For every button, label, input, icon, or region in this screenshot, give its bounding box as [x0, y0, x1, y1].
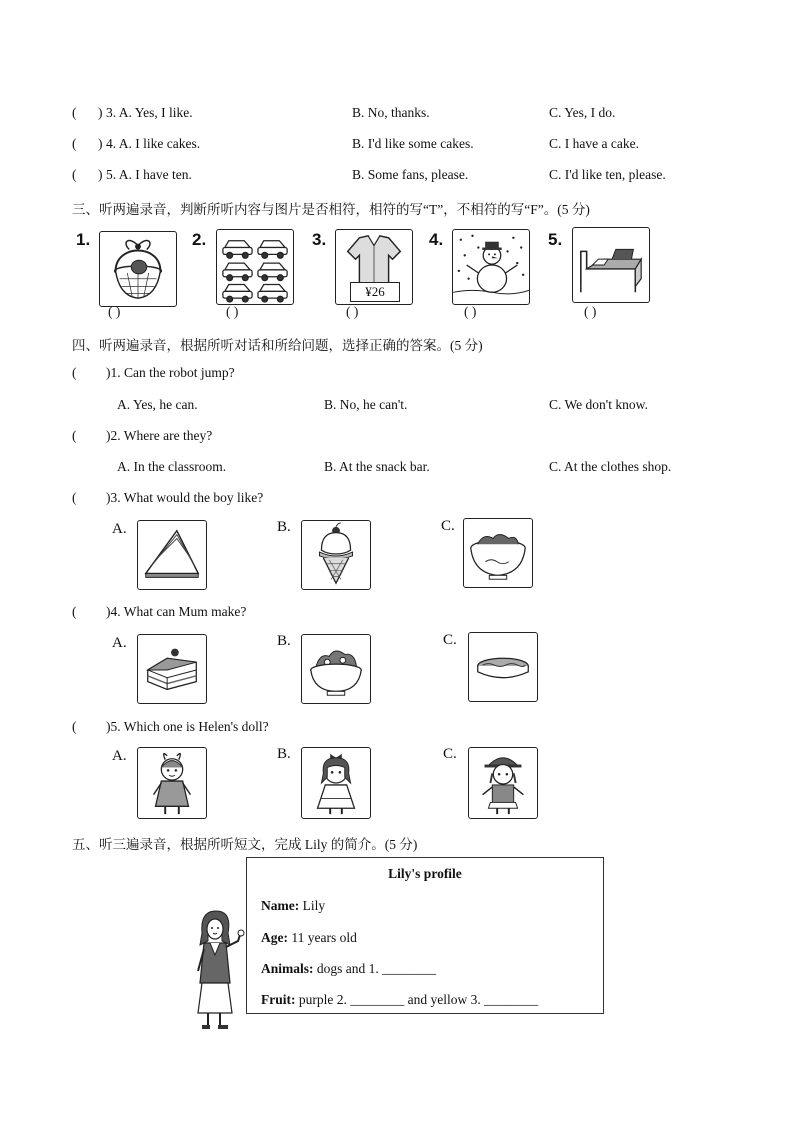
- sandwich-option[interactable]: [137, 520, 207, 590]
- answer-paren-open[interactable]: (: [72, 365, 77, 380]
- ice-cream-icon: [302, 521, 370, 589]
- option-letter-c: C.: [443, 632, 457, 648]
- animals-value[interactable]: dogs and 1. ________: [313, 961, 437, 976]
- answer-paren-close[interactable]: ): [98, 105, 103, 120]
- cake-option[interactable]: [137, 634, 207, 704]
- answer-paren-open[interactable]: (: [72, 136, 77, 151]
- q2-option-a[interactable]: A. In the classroom.: [117, 459, 227, 474]
- ice-cream-option[interactable]: [301, 520, 371, 590]
- profile-age-row: [261, 930, 357, 946]
- answer-paren-close[interactable]: ): [98, 167, 103, 182]
- answer-paren-open[interactable]: (: [72, 428, 77, 443]
- question-text: 5. A. I have ten.: [106, 167, 192, 182]
- name-value: Lily: [299, 898, 326, 913]
- lily-illustration: [188, 905, 248, 1033]
- question-5-stem: )5. Which one is Helen's doll?: [106, 719, 269, 734]
- fruit-value[interactable]: purple 2. ________ and yellow 3. ________: [295, 992, 539, 1007]
- cake-icon: [138, 635, 206, 703]
- option-letter-b: B.: [277, 633, 291, 649]
- item-number: 2.: [192, 230, 207, 249]
- snowman-picture: [452, 229, 530, 305]
- answer-blank-5[interactable]: ( ): [584, 304, 597, 319]
- option-c[interactable]: C. I'd like ten, please.: [549, 167, 666, 182]
- question-3-stem: )3. What would the boy like?: [106, 490, 264, 505]
- option-b[interactable]: B. I'd like some cakes.: [352, 136, 474, 151]
- age-value: 11 years old: [288, 930, 357, 945]
- doll-icon: [302, 748, 370, 818]
- answer-paren-close[interactable]: ): [98, 136, 103, 151]
- doll-c-option[interactable]: [468, 747, 538, 819]
- answer-blank-1[interactable]: ( ): [108, 304, 121, 319]
- option-letter-a: A.: [112, 748, 127, 764]
- answer-paren-open[interactable]: (: [72, 490, 77, 505]
- age-label: Age:: [261, 930, 288, 945]
- item-number: 3.: [312, 230, 327, 249]
- option-c[interactable]: C. I have a cake.: [549, 136, 639, 151]
- cars-picture: [216, 229, 294, 305]
- doll-icon: [138, 748, 206, 818]
- profile-name-row: [261, 898, 325, 914]
- q2-option-c[interactable]: C. At the clothes shop.: [549, 459, 672, 474]
- q1-option-b[interactable]: B. No, he can't.: [324, 397, 408, 412]
- noodle-bowl-icon: [464, 519, 532, 587]
- question-2-stem: )2. Where are they?: [106, 428, 213, 443]
- bed-icon: [573, 228, 649, 302]
- option-letter-a: A.: [112, 635, 127, 651]
- q1-option-a[interactable]: A. Yes, he can.: [117, 397, 198, 412]
- name-label: Name:: [261, 898, 300, 913]
- answer-paren-open[interactable]: (: [72, 167, 77, 182]
- salad-bowl-icon: [302, 635, 370, 703]
- option-c[interactable]: C. Yes, I do.: [549, 105, 616, 120]
- question-text: 3. A. Yes, I like.: [106, 105, 193, 120]
- q2-option-b[interactable]: B. At the snack bar.: [324, 459, 430, 474]
- answer-paren-open[interactable]: (: [72, 105, 77, 120]
- basket-picture: [99, 231, 177, 307]
- item-number: 4.: [429, 230, 444, 249]
- price-tag: ¥26: [350, 282, 400, 302]
- question-text: 4. A. I like cakes.: [106, 136, 201, 151]
- answer-blank-4[interactable]: ( ): [464, 304, 477, 319]
- section-5-heading: 五、听三遍录音，根据所听短文，完成 Lily 的简介。(5 分): [72, 837, 418, 852]
- profile-fruit-row[interactable]: [261, 992, 538, 1008]
- fruit-label: Fruit:: [261, 992, 296, 1007]
- basket-icon: [100, 232, 176, 306]
- noodles-option[interactable]: [463, 518, 533, 588]
- answer-blank-3[interactable]: ( ): [346, 304, 359, 319]
- section-4-heading: 四、听两遍录音，根据所听对话和所给问题，选择正确的答案。(5 分): [72, 338, 483, 353]
- option-b[interactable]: B. No, thanks.: [352, 105, 430, 120]
- girl-icon: [188, 905, 248, 1033]
- q1-option-c[interactable]: C. We don't know.: [549, 397, 648, 412]
- item-number: 1.: [76, 230, 91, 249]
- section-3-heading: 三、听两遍录音，判断所听内容与图片是否相符，相符的写“T”，不相符的写“F”。(5 分): [72, 202, 590, 217]
- doll-icon: [469, 748, 537, 818]
- toy-cars-icon: [217, 230, 293, 304]
- doll-b-option[interactable]: [301, 747, 371, 819]
- answer-blank-2[interactable]: ( ): [226, 304, 239, 319]
- snowman-icon: [453, 230, 529, 304]
- question-1-stem: )1. Can the robot jump?: [106, 365, 235, 380]
- profile-title: Lily's profile: [388, 866, 462, 881]
- profile-animals-row[interactable]: [261, 961, 436, 977]
- pie-option[interactable]: [468, 632, 538, 702]
- option-letter-a: A.: [112, 521, 127, 537]
- doll-a-option[interactable]: [137, 747, 207, 819]
- option-letter-c: C.: [443, 746, 457, 762]
- option-letter-b: B.: [277, 519, 291, 535]
- animals-label: Animals:: [261, 961, 314, 976]
- option-letter-b: B.: [277, 746, 291, 762]
- answer-paren-open[interactable]: (: [72, 604, 77, 619]
- answer-paren-open[interactable]: (: [72, 719, 77, 734]
- item-number: 5.: [548, 230, 563, 249]
- question-4-stem: )4. What can Mum make?: [106, 604, 247, 619]
- sandwich-icon: [138, 521, 206, 589]
- salad-option[interactable]: [301, 634, 371, 704]
- profile-card: [246, 857, 604, 1014]
- option-b[interactable]: B. Some fans, please.: [352, 167, 469, 182]
- pie-icon: [469, 633, 537, 701]
- shirt-picture: [335, 229, 413, 305]
- option-letter-c: C.: [441, 518, 455, 534]
- bed-picture: [572, 227, 650, 303]
